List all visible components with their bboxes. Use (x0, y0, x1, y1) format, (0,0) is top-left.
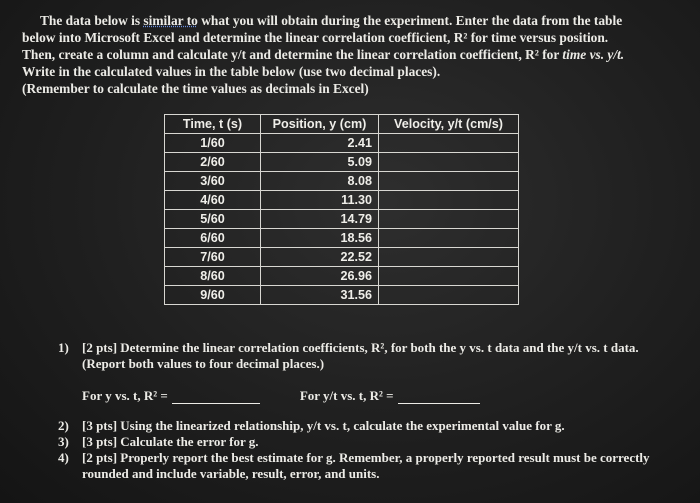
question-text: [2 pts] Properly report the best estimate for g. Remember, a properly reported result must be correctly rounded and include variable, result, error, and units. (82, 450, 650, 481)
question-2 (58, 418, 668, 434)
table-row (165, 267, 519, 286)
question-4 (58, 450, 668, 482)
question-1 (58, 340, 668, 372)
position-cell: 22.52 (261, 248, 379, 267)
position-cell: 14.79 (261, 210, 379, 229)
instructions-line-0 (22, 12, 682, 29)
instructions-italic: time vs. y/t. (562, 47, 625, 62)
instructions-text: The data below is (40, 13, 144, 28)
velocity-cell[interactable] (379, 191, 519, 210)
table-row (165, 191, 519, 210)
position-cell: 2.41 (261, 134, 379, 153)
question-number: 1) (58, 340, 69, 355)
question-text: [3 pts] Calculate the error for g. (82, 434, 259, 449)
table-row (165, 286, 519, 305)
answer-blanks (82, 388, 668, 404)
instructions-line-1: below into Microsoft Excel and determine the linear correlation coefficient, R² for time versus position. (22, 30, 609, 45)
instructions-line-3: Write in the calculated values in the table below (use two decimal places). (22, 64, 441, 79)
time-cell: 4/60 (165, 191, 261, 210)
position-cell: 18.56 (261, 229, 379, 248)
blank-label: For y/t vs. t, R² = (299, 388, 394, 403)
velocity-cell[interactable] (379, 267, 519, 286)
position-cell: 11.30 (261, 191, 379, 210)
position-cell: 31.56 (261, 286, 379, 305)
time-cell: 8/60 (165, 267, 261, 286)
velocity-cell[interactable] (379, 134, 519, 153)
answer-blank-y-vs-t[interactable] (82, 388, 260, 404)
table-header-row (165, 115, 519, 134)
question-text: [3 pts] Using the linearized relationship, y/t vs. t, calculate the experimental value for g. (82, 418, 565, 433)
table-row (165, 153, 519, 172)
table-row (165, 248, 519, 267)
question-3 (58, 434, 668, 450)
underlined-phrase: similar to (143, 13, 198, 28)
instructions-line-4: (Remember to calculate the time values as decimals in Excel) (22, 81, 369, 96)
question-number: 2) (58, 418, 69, 433)
time-cell: 2/60 (165, 153, 261, 172)
answer-blank-yt-vs-t[interactable] (300, 388, 480, 404)
header-velocity: Velocity, y/t (cm/s) (379, 115, 519, 134)
velocity-cell[interactable] (379, 286, 519, 305)
instructions-line-2 (22, 46, 682, 63)
time-cell: 1/60 (165, 134, 261, 153)
answer-line[interactable] (398, 391, 480, 404)
position-cell: 26.96 (261, 267, 379, 286)
header-position: Position, y (cm) (261, 115, 379, 134)
table-row (165, 172, 519, 191)
table-row (165, 134, 519, 153)
time-cell: 5/60 (165, 210, 261, 229)
time-cell: 3/60 (165, 172, 261, 191)
table-row (165, 210, 519, 229)
velocity-cell[interactable] (379, 172, 519, 191)
instructions (22, 12, 682, 97)
instructions-text: what you will obtain during the experiment. Enter the data from the table (197, 13, 623, 28)
question-number: 3) (58, 434, 69, 449)
question-text: [2 pts] Determine the linear correlation coefficients, R², for both the y vs. t data and the y/t vs. t data. (Report both values to four decimal places.) (82, 340, 639, 371)
velocity-cell[interactable] (379, 153, 519, 172)
questions (58, 340, 668, 482)
velocity-cell[interactable] (379, 229, 519, 248)
velocity-cell[interactable] (379, 248, 519, 267)
position-cell: 8.08 (261, 172, 379, 191)
velocity-cell[interactable] (379, 210, 519, 229)
data-table (164, 114, 519, 305)
position-cell: 5.09 (261, 153, 379, 172)
table-row (165, 229, 519, 248)
time-cell: 7/60 (165, 248, 261, 267)
time-cell: 9/60 (165, 286, 261, 305)
question-number: 4) (58, 450, 69, 465)
time-cell: 6/60 (165, 229, 261, 248)
header-time: Time, t (s) (165, 115, 261, 134)
blank-label: For y vs. t, R² = (82, 388, 168, 403)
answer-line[interactable] (172, 391, 260, 404)
instructions-text: Then, create a column and calculate y/t and determine the linear correlation coefficient, R² for (22, 47, 563, 62)
